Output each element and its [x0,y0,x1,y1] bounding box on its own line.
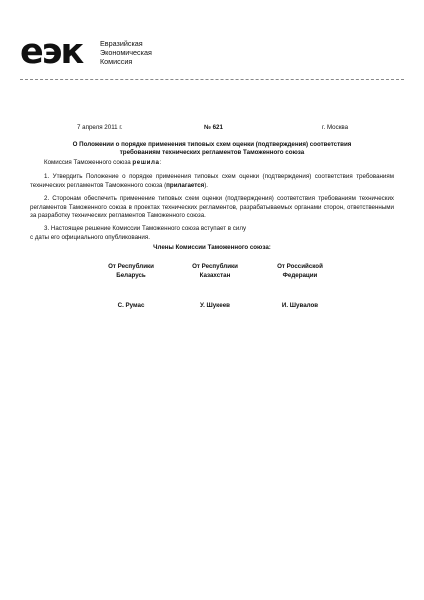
paragraph-1-text: 1. Утвердить Положение о порядке применения типовых схем оценки (подтверждения) соответствия требованиям технических регламентов Таможенного союза ( [30,173,394,189]
paragraph-3-line-2: с даты его официального опубликования. [30,233,150,241]
paragraph-1-emphasis: прилагается [166,181,205,189]
signatory-name: С. Румас [117,302,145,309]
decision-title: О Положении о порядке применения типовых схем оценки (подтверждения) соответствия требованиям технических регламентов Таможенного союза [72,141,352,157]
header-divider [20,79,404,80]
paragraph-2-text: 2. Сторонам обеспечить применение типовых схем оценки (подтверждения) соответствия требованиям технических регламентов Таможенного союза в проектах технических регламентов, разрабатываемых органами сторон, ответственными за разработку технических регламентов Таможенного союза. [30,195,394,220]
signatory-from: От Республики [192,263,238,270]
signatory-from: От Российской [277,263,323,270]
decision-date: 7 апреля 2011 г. [77,124,123,131]
lead-emphasis: решила [132,159,160,166]
signatory-country [86,263,176,280]
decision-dateline [0,124,424,134]
paragraph-3-line-1: 3. Настоящее решение Комиссии Таможенного союза вступает в силу [44,225,247,232]
logo-mark: еэк [20,32,83,72]
logo-text [100,39,152,67]
decision-number: № 621 [204,124,223,131]
logo-line: Комиссия [100,57,133,67]
members-heading: Члены Комиссии Таможенного союза: [153,244,271,251]
signatory-from: От Республики [108,263,154,270]
lead-text: Комиссия Таможенного союза [44,159,133,166]
paragraph-1-tail: ). [204,181,209,189]
signatory-country [255,263,345,280]
paragraph-2 [30,195,394,221]
signatory-country-name: Беларусь [116,271,146,279]
signatory-country-name: Казахстан [199,271,231,279]
signatory-country-name: Федерации [282,271,318,279]
signatory-name: У. Шукеев [200,302,230,309]
logo-line: Экономическая [100,48,152,58]
lead-paragraph [30,159,394,168]
lead-tail: : [159,159,162,166]
signatory-country [170,263,260,280]
logo-line: Евразийская [100,39,143,48]
paragraph-3 [30,225,394,242]
decision-city: г. Москва [322,124,349,131]
signatory-name: И. Шувалов [281,302,319,309]
paragraph-1 [30,173,394,190]
